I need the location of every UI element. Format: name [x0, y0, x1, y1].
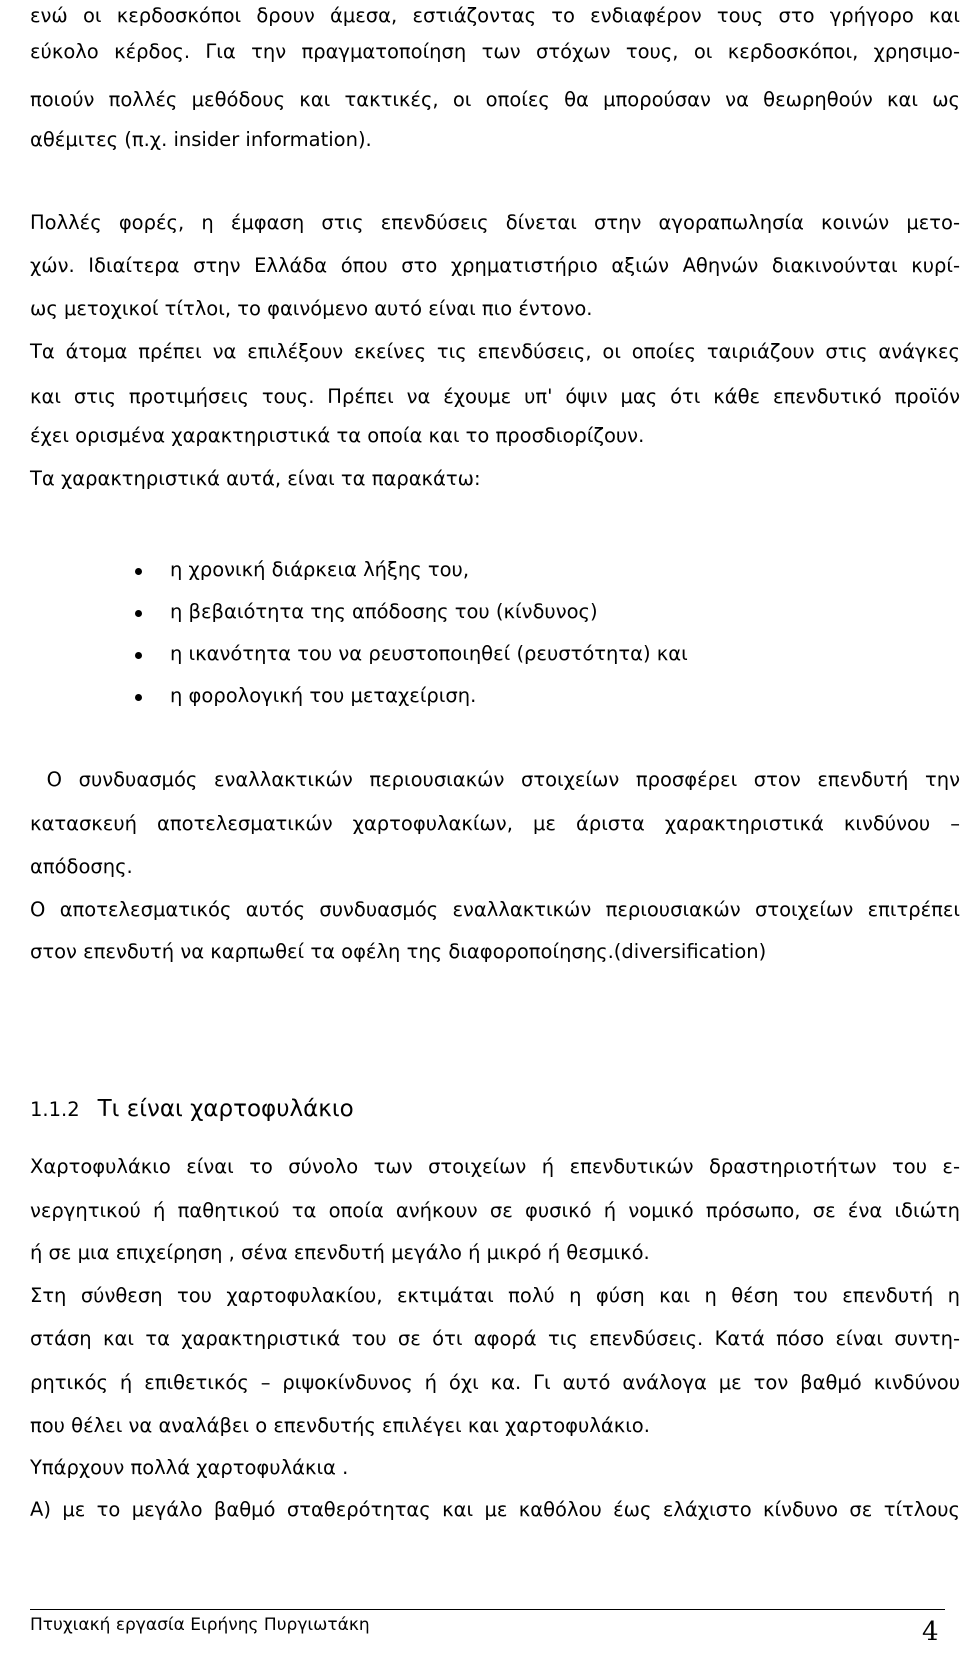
text-line: Πολλές φορές, η έμφαση στις επενδύσεις δίνεται στην αγοραπωλησία κοινών μετο- — [30, 211, 960, 234]
text-line: ενώ οι κερδοσκόποι δρουν άμεσα, εστιάζοντας το ενδιαφέρον τους στο γρήγορο και — [30, 4, 960, 27]
text-line: Υπάρχουν πολλά χαρτοφυλάκια . — [30, 1456, 349, 1479]
text-line: απόδοσης. — [30, 855, 133, 878]
bullet-icon — [135, 652, 142, 659]
text-line: στον επενδυτή να καρπωθεί τα οφέλη της διαφοροποίησης.(diversification) — [30, 940, 767, 963]
text-line: κατασκευή αποτελεσματικών χαρτοφυλακίων, με άριστα χαρακτηριστικά κινδύνου – — [30, 812, 960, 835]
text-line: και στις προτιμήσεις τους. Πρέπει να έχουμε υπ' όψιν μας ότι κάθε επενδυτικό προϊόν — [30, 385, 960, 408]
list-item-text: η ικανότητα του να ρευστοποιηθεί (ρευστότητα) και — [170, 642, 688, 665]
section-number: 1.1.2 — [30, 1098, 80, 1121]
text-line: ως μετοχικοί τίτλοι, το φαινόμενο αυτό είναι πιο έντονο. — [30, 297, 593, 320]
text-line: που θέλει να αναλάβει ο επενδυτής επιλέγει και χαρτοφυλάκιο. — [30, 1414, 650, 1437]
text-line: Ο συνδυασμός εναλλακτικών περιουσιακών στοιχείων προσφέρει στον επενδυτή την — [30, 768, 960, 791]
text-line: στάση και τα χαρακτηριστικά του σε ότι αφορά τις επενδύσεις. Κατά πόσο είναι συντη- — [30, 1327, 960, 1350]
text-line: Χαρτοφυλάκιο είναι το σύνολο των στοιχείων ή επενδυτικών δραστηριοτήτων του ε- — [30, 1155, 960, 1178]
bullet-icon — [135, 568, 142, 575]
text-line: ποιούν πολλές μεθόδους και τακτικές, οι οποίες θα μπορούσαν να θεωρηθούν και ως — [30, 88, 960, 111]
text-line: ή σε μια επιχείρηση , σένα επενδυτή μεγάλο ή μικρό ή θεσμικό. — [30, 1241, 650, 1264]
text-line: Στη σύνθεση του χαρτοφυλακίου, εκτιμάται πολύ η φύση και η θέση του επενδυτή η — [30, 1284, 960, 1307]
footer-author: Πτυχιακή εργασία Ειρήνης Πυργιωτάκη — [30, 1615, 370, 1635]
page-number: 4 — [922, 1617, 939, 1647]
text-line: έχει ορισμένα χαρακτηριστικά τα οποία και το προσδιορίζουν. — [30, 424, 645, 447]
text-line: ρητικός ή επιθετικός – ριψοκίνδυνος ή όχι κα. Γι αυτό ανάλογα με τον βαθμό κινδύνου — [30, 1371, 960, 1394]
footer-divider — [30, 1609, 945, 1610]
list-item-text: η χρονική διάρκεια λήξης του, — [170, 558, 470, 581]
text-line: Τα χαρακτηριστικά αυτά, είναι τα παρακάτω: — [30, 467, 481, 490]
list-item-text: η βεβαιότητα της απόδοσης του (κίνδυνος) — [170, 600, 598, 623]
text-line: νεργητικού ή παθητικού τα οποία ανήκουν σε φυσικό ή νομικό πρόσωπο, σε ένα ιδιώτη — [30, 1199, 960, 1222]
text-line: Α) με το μεγάλο βαθμό σταθερότητας και με καθόλου έως ελάχιστο κίνδυνο σε τίτλους — [30, 1498, 960, 1521]
text-line: αθέμιτες (π.χ. insider information). — [30, 128, 372, 151]
text-line: Ο αποτελεσματικός αυτός συνδυασμός εναλλακτικών περιουσιακών στοιχείων επιτρέπει — [30, 898, 960, 921]
list-item-text: η φορολογική του μεταχείριση. — [170, 684, 477, 707]
text-line: χών. Ιδιαίτερα στην Ελλάδα όπου στο χρηματιστήριο αξιών Αθηνών διακινούνται κυρί- — [30, 254, 960, 277]
text-line: εύκολο κέρδος. Για την πραγματοποίηση των στόχων τους, οι κερδοσκόποι, χρησιμο- — [30, 40, 960, 63]
text-line: Τα άτομα πρέπει να επιλέξουν εκείνες τις επενδύσεις, οι οποίες ταιριάζουν στις ανάγκες — [30, 340, 960, 363]
section-heading — [30, 1096, 354, 1122]
section-title: Τι είναι χαρτοφυλάκιο — [97, 1096, 354, 1122]
bullet-icon — [135, 694, 142, 701]
bullet-icon — [135, 610, 142, 617]
